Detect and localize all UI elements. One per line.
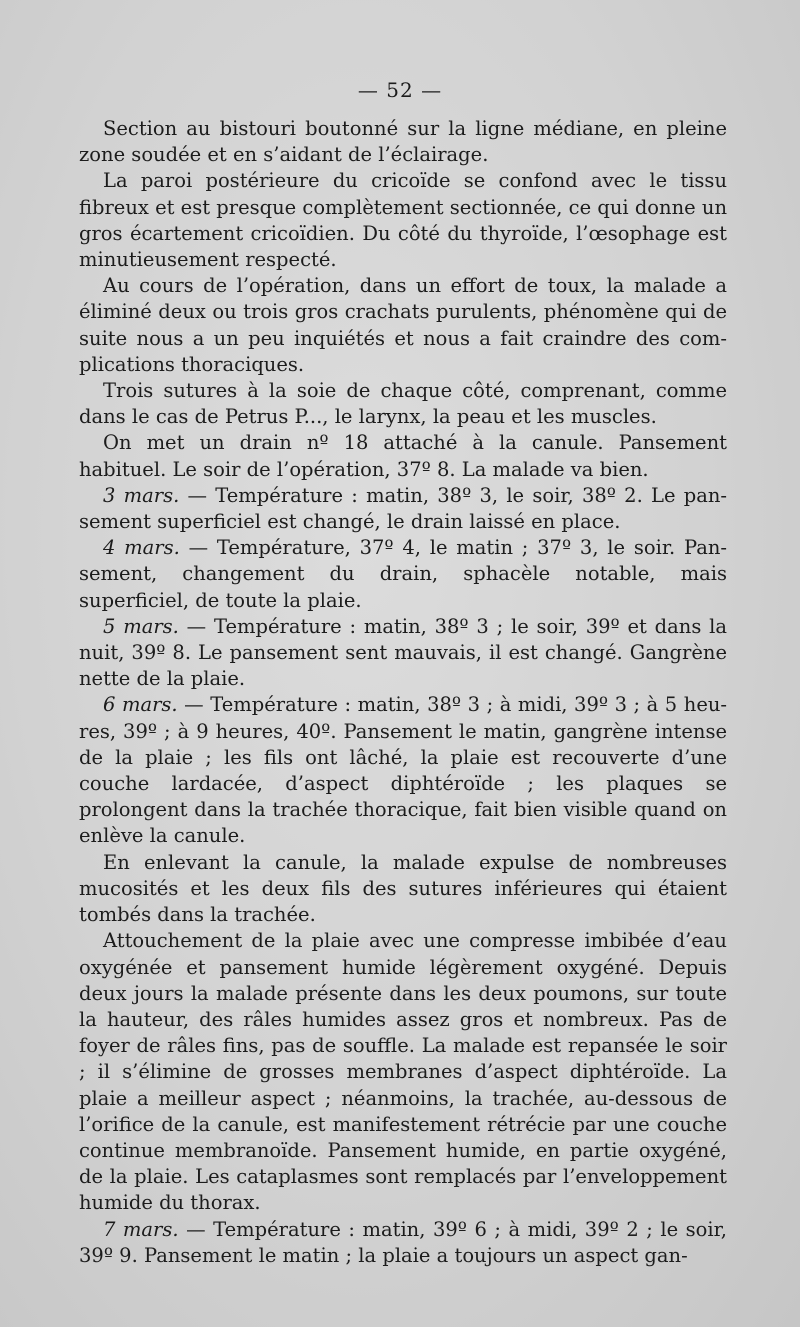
paragraph-sutures: Trois sutures à la soie de chaque côté, comprenant, comme dans le cas de Petrus P..., le larynx, la peau et les muscles. [79,379,727,429]
paragraph-cannula-removal: En enlevant la canule, la malade expulse de nombreuses mucosités et les deux fils des sutures inférieures qui étaient tombés dans la trachée. [79,850,727,927]
entry-date: 7 mars. [103,1217,179,1241]
paragraph-incision: Section au bistouri boutonné sur la ligne médiane, en pleine zone soudée et en s’aidant de l’éclairage. [79,117,727,167]
paragraph-march-5: 5 mars. — Température : matin, 38º 3 ; le soir, 39º et dans la nuit, 39º 8. Le pansement sent mauvais, il est changé. Gangrène nette de la plaie. [79,614,728,691]
entry-date: 6 mars. [103,693,178,717]
page-number: — 52 — [357,78,443,102]
entry-date: 4 mars. [103,536,180,560]
paragraph-operation-cough: Au cours de l’opération, dans un effort de toux, la malade a éliminé deux ou trois gros crachats purulents, phénomène qui de suite nous a un peu inquiétés et nous a fait craindre des complications thoraciques. [79,274,727,376]
paragraph-oxygenated-dressing: Attouchement de la plaie avec une compresse imbibée d’eau oxygénée et pansement humide légèrement oxygéné. Depuis deux jours la malade présente dans les deux poumons, sur toute la hauteur, des râles humides assez gros et nombreux. Pas de foyer de râles fins, pas de souffle. La malade est repansée le soir ; il s’élimine de grosses membranes d’aspect diphtéroïde. La plaie a meilleur aspect ; néanmoins, la trachée, au-dessous de l’orifice de la canule, est manifestement rétrécie par une couche continue membranoïde. Pansement humide, en partie oxygéné, de la plaie. Les cataplasmes sont remplacés par l’enveloppement humide du thorax. [79,929,727,1215]
paragraph-drain: On met un drain nº 18 attaché à la canule. Pansement habituel. Le soir de l’opération, 37º 8. La malade va bien. [79,431,727,481]
paragraph-march-4: 4 mars. — Température, 37º 4, le matin ; 37º 3, le soir. Pansement, changement du drain, sphacèle notable, mais superficiel, de toute la plaie. [79,536,727,612]
paragraph-cricoid: La paroi postérieure du cricoïde se confond avec le tissu fibreux et est presque complètement sectionnée, ce qui donne un gros écartement cricoïdien. Du côté du thyroïde, l’œsophage est minutieusement respecté. [79,169,728,272]
body-text [79,116,727,1269]
entry-date: 5 mars. [103,614,179,638]
paragraph-march-6: 6 mars. — Température : matin, 38º 3 ; à midi, 39º 3 ; à 5 heures, 39º ; à 9 heures, 40º. Pansement le matin, gangrène intense de la plaie ; les fils ont lâché, la plaie est recouverte d’une couche lardacée, d’aspect diphtéroïde ; les plaques se prolongent dans la trachée thoracique, fait bien visible quand on enlève la canule. [79,693,728,848]
paragraph-march-3: 3 mars. — Température : matin, 38º 3, le soir, 38º 2. Le pansement superficiel est changé, le drain laissé en place. [79,483,727,534]
entry-date: 3 mars. [103,483,180,507]
paragraph-march-7: 7 mars. — Température : matin, 39º 6 ; à midi, 39º 2 ; le soir, 39º 9. Pansement le matin ; la plaie a toujours un aspect gan- [79,1217,727,1267]
